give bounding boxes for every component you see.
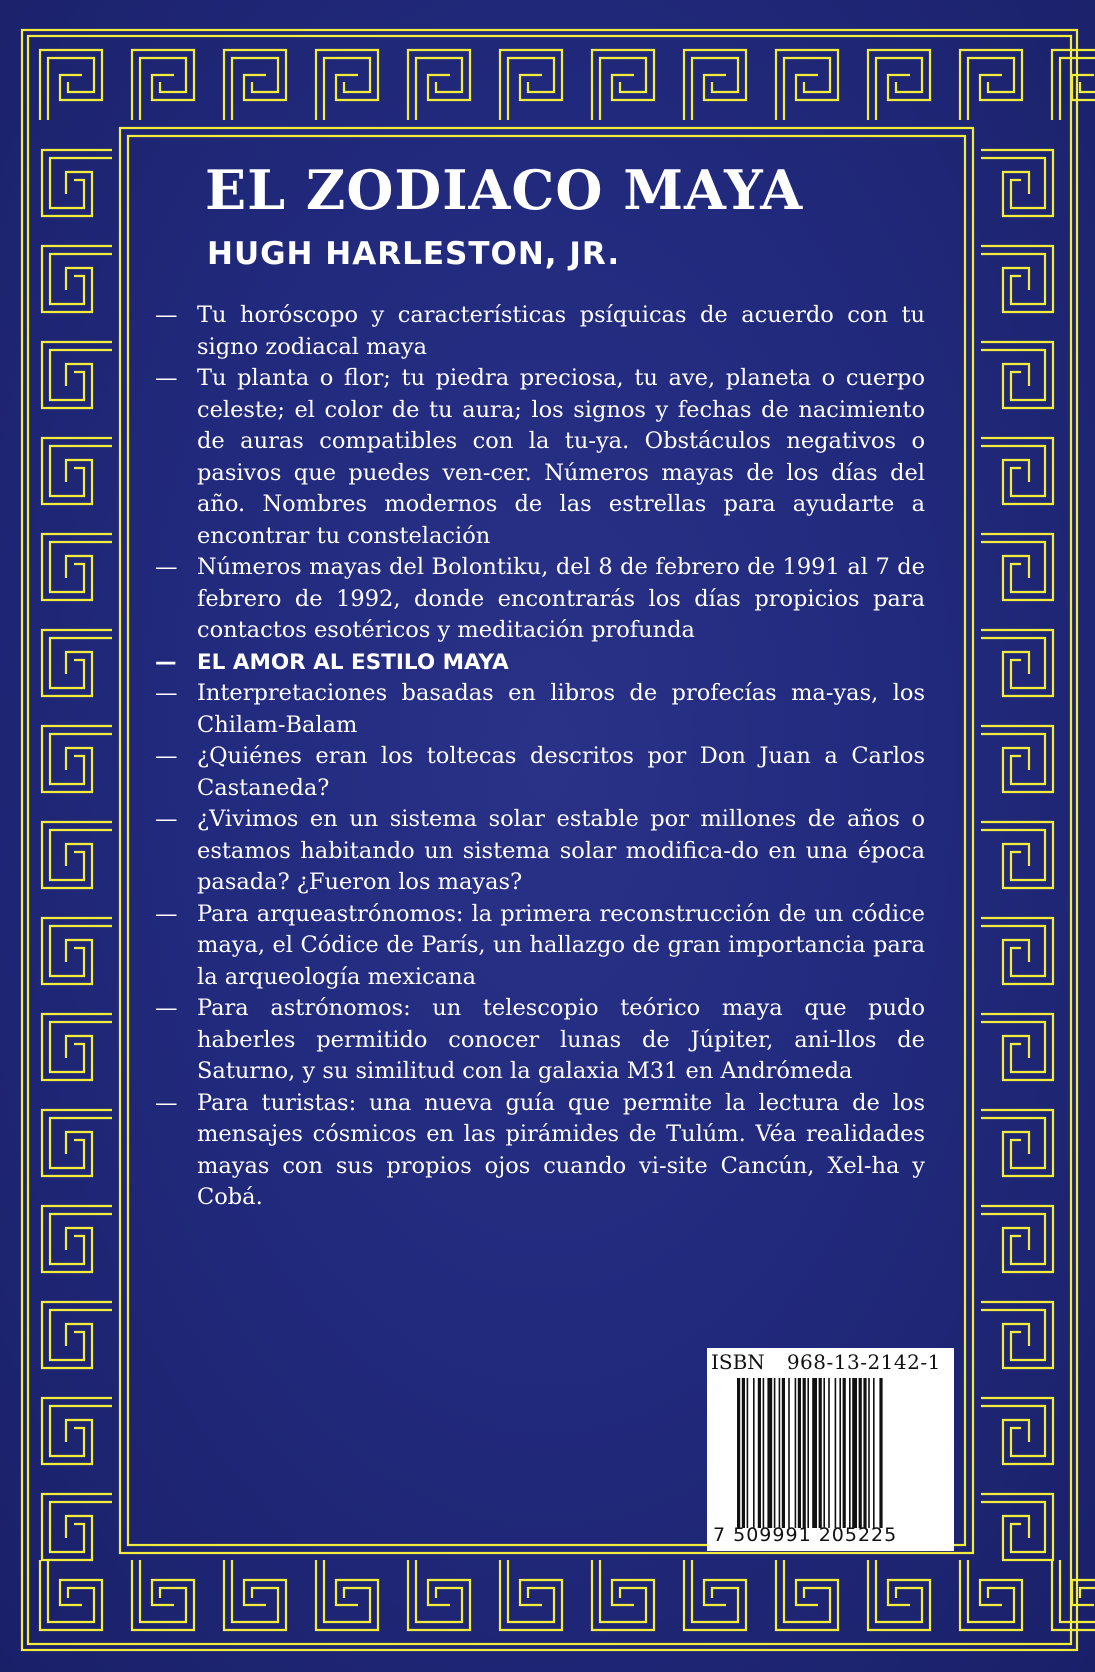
list-item: — Para astrónomos: un telescopio teórico maya que pudo haberles permitido conocer lunas de Júpiter, ani-llos de Saturno, y su similitud con la galaxia M31 en Andrómeda bbox=[155, 995, 925, 1084]
list-item: — Tu horóscopo y características psíquicas de acuerdo con tu signo zodiacal maya bbox=[155, 302, 925, 360]
list-item: — Interpretaciones basadas en libros de profecías ma-yas, los Chilam-Balam bbox=[155, 680, 925, 738]
list-item: — Para turistas: una nueva guía que permite la lectura de los mensajes cósmicos en las pirámides de Tulúm. Véa realidades mayas con sus propios ojos cuando vi-site Cancún, Xel-ha y Cobá. bbox=[155, 1089, 925, 1210]
book-title: EL ZODIACO MAYA bbox=[205, 158, 804, 222]
list-item: — Para arqueastrónomos: la primera reconstrucción de un códice maya, el Códice de París, un hallazgo de gran importancia para la arqueología mexicana bbox=[155, 900, 925, 990]
isbn-number: 968-13-2142-1 bbox=[786, 1350, 941, 1374]
feature-list bbox=[155, 300, 925, 1214]
barcode-bars bbox=[737, 1378, 947, 1528]
list-item: — ¿Quiénes eran los toltecas descritos por Don Juan a Carlos Castaneda? bbox=[155, 743, 925, 801]
barcode-digits: 7 509991 205225 bbox=[713, 1524, 898, 1546]
list-item: — Tu planta o flor; tu piedra preciosa, tu ave, planeta o cuerpo celeste; el color de tu aura; los signos y fechas de nacimiento de auras compatibles con la tu-ya. Obstáculos negativos o pasivos que puedes ven-cer. Números mayas de los días del año. Nombres modernos de las estrellas para ayudarte a encontrar tu constelación bbox=[155, 365, 925, 549]
list-item: — ¿Vivimos en un sistema solar estable por millones de años o estamos habitando un sistema solar modifica-do en una época pasada? ¿Fueron los mayas? bbox=[155, 806, 925, 895]
list-item: — EL AMOR AL ESTILO MAYA bbox=[155, 649, 509, 675]
book-author: HUGH HARLESTON, JR. bbox=[207, 236, 621, 272]
isbn-barcode bbox=[707, 1348, 954, 1551]
list-item: — Números mayas del Bolontiku, del 8 de febrero de 1991 al 7 de febrero de 1992, donde encontrarás los días propicios para contactos esotéricos y meditación profunda bbox=[155, 554, 925, 643]
isbn-line bbox=[711, 1350, 941, 1374]
isbn-label: ISBN bbox=[711, 1350, 765, 1374]
